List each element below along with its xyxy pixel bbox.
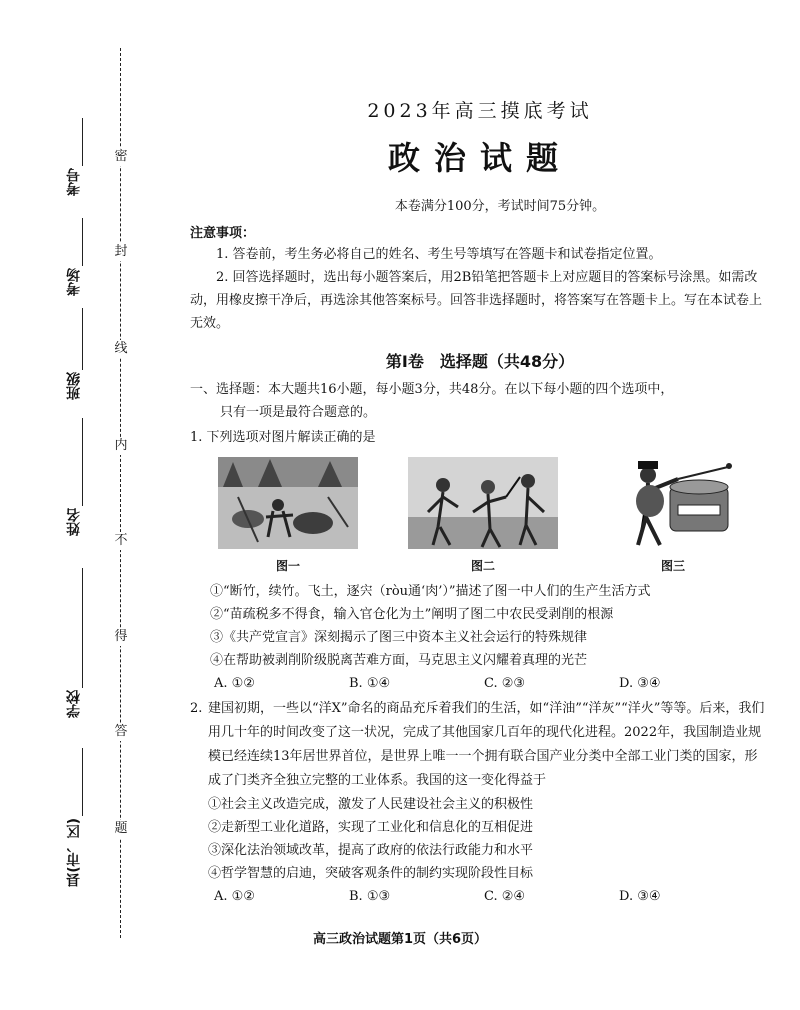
notice-item: 1. 答卷前，考生务必将自己的姓名、考生号等填写在答题卡和试卷指定位置。 — [216, 247, 662, 262]
question-2-option: ②走新型工业化道路，实现了工业化和信息化的互相促进 — [208, 820, 534, 835]
choice-a[interactable]: A. ①② — [214, 676, 255, 691]
field-name-line[interactable] — [82, 418, 83, 506]
choice-c[interactable]: C. ②④ — [484, 889, 526, 904]
section-intro-line-1: 一、选择题：本大题共16小题，每小题3分，共48分。在以下每小题的四个选项中， — [190, 382, 674, 397]
choice-d[interactable]: D. ③④ — [619, 889, 661, 904]
figure-3 — [608, 457, 738, 574]
choice-a[interactable]: A. ①② — [214, 889, 255, 904]
figure-1-caption: 图一 — [275, 559, 300, 573]
question-2-stem: 建国初期，一些以“洋X”命名的商品充斥着我们的生活，如“洋油”“洋灰”“洋火”等等。后来，我们用几十年的时间改变了这一状况，完成了其他国家几百年的现代化进程。2022年，我国制造业规模已经连续13年居世界首位，是世界上唯一一个拥有联合国产业分类中全部工业门类的国家，形成了门类齐全独立完整的工业体系。我国的这一变化得益于 — [208, 701, 765, 788]
seal-char: 密 — [112, 148, 130, 166]
exam-page — [190, 90, 770, 908]
figure-2 — [408, 457, 558, 574]
exam-title: 2023年高三摸底考试 — [367, 100, 593, 122]
choice-d[interactable]: D. ③④ — [619, 676, 661, 691]
field-exam-room-line[interactable] — [82, 218, 83, 266]
choice-c[interactable]: C. ②③ — [484, 676, 526, 691]
seal-char: 题 — [112, 820, 130, 838]
question-1-figures — [218, 457, 738, 574]
seal-char: 答 — [112, 723, 130, 741]
question-2 — [190, 697, 770, 793]
question-1-option: ③《共产党宣言》深刻揭示了图三中资本主义社会运行的特殊规律 — [210, 630, 588, 645]
section-title: 第Ⅰ卷 选择题（共48分） — [385, 352, 575, 371]
field-exam-room: 考场 — [66, 268, 82, 296]
field-exam-number: 考号 — [66, 168, 82, 196]
seal-char: 不 — [112, 532, 130, 550]
question-2-options — [190, 793, 770, 885]
notice-heading: 注意事项： — [190, 226, 256, 241]
question-1-option: ②“苗疏税多不得食，输入官仓化为土”阐明了图二中农民受剥削的根源 — [210, 607, 614, 622]
field-county: 县(市、区) — [66, 818, 82, 887]
field-exam-number-line[interactable] — [82, 118, 83, 166]
figure-3-caption: 图三 — [660, 559, 685, 573]
field-school: 学校 — [66, 690, 82, 718]
question-2-option: ③深化法治领域改革，提高了政府的依法行政能力和水平 — [208, 843, 534, 858]
question-2-option: ④哲学智慧的启迪，突破客观条件的制约实现阶段性目标 — [208, 866, 534, 881]
question-1-option: ①“断竹，续竹。飞土，逐宍（ròu通‘肉’）”描述了图一中人们的生产生活方式 — [210, 584, 651, 599]
section-intro — [190, 378, 770, 424]
question-2-option: ①社会主义改造完成，激发了人民建设社会主义的积极性 — [208, 797, 534, 812]
question-2-choices — [214, 885, 770, 908]
field-class: 班级 — [66, 372, 82, 400]
question-1-option: ④在帮助被剥削阶级脱离苦难方面，马克思主义闪耀着真理的光芒 — [210, 653, 588, 668]
exam-meta: 本卷满分100分，考试时间75分钟。 — [394, 199, 606, 214]
seal-dashed-line — [120, 48, 121, 938]
figure-2-image — [408, 457, 558, 549]
field-name: 姓名 — [66, 508, 82, 536]
figure-3-image — [608, 457, 738, 549]
question-2-number: 2. — [190, 701, 203, 716]
binding-margin — [0, 0, 160, 1010]
page-footer: 高三政治试题第1页（共6页） — [312, 932, 488, 947]
choice-b[interactable]: B. ①④ — [349, 676, 391, 691]
field-class-line[interactable] — [82, 308, 83, 370]
notice-item: 2. 回答选择题时，选出每小题答案后，用2B铅笔把答题卡上对应题目的答案标号涂黑。如需改动，用橡皮擦干净后，再选涂其他答案标号。回答非选择题时，将答案写在答题卡上。写在本试卷上无效。 — [190, 270, 763, 331]
subject-title: 政治试题 — [387, 139, 572, 177]
figure-2-caption: 图二 — [470, 559, 495, 573]
field-county-line[interactable] — [82, 748, 83, 816]
question-1-choices — [214, 672, 770, 695]
field-school-line[interactable] — [82, 568, 83, 688]
figure-1 — [218, 457, 358, 574]
seal-char: 得 — [112, 628, 130, 646]
figure-1-image — [218, 457, 358, 549]
question-1-options — [190, 580, 770, 672]
section-intro-line-2: 只有一项是最符合题意的。 — [220, 405, 377, 420]
seal-char: 内 — [112, 437, 130, 455]
question-1-stem: 1. 下列选项对图片解读正确的是 — [190, 430, 376, 445]
seal-char: 封 — [112, 243, 130, 261]
choice-b[interactable]: B. ①③ — [349, 889, 391, 904]
seal-char: 线 — [112, 340, 130, 358]
